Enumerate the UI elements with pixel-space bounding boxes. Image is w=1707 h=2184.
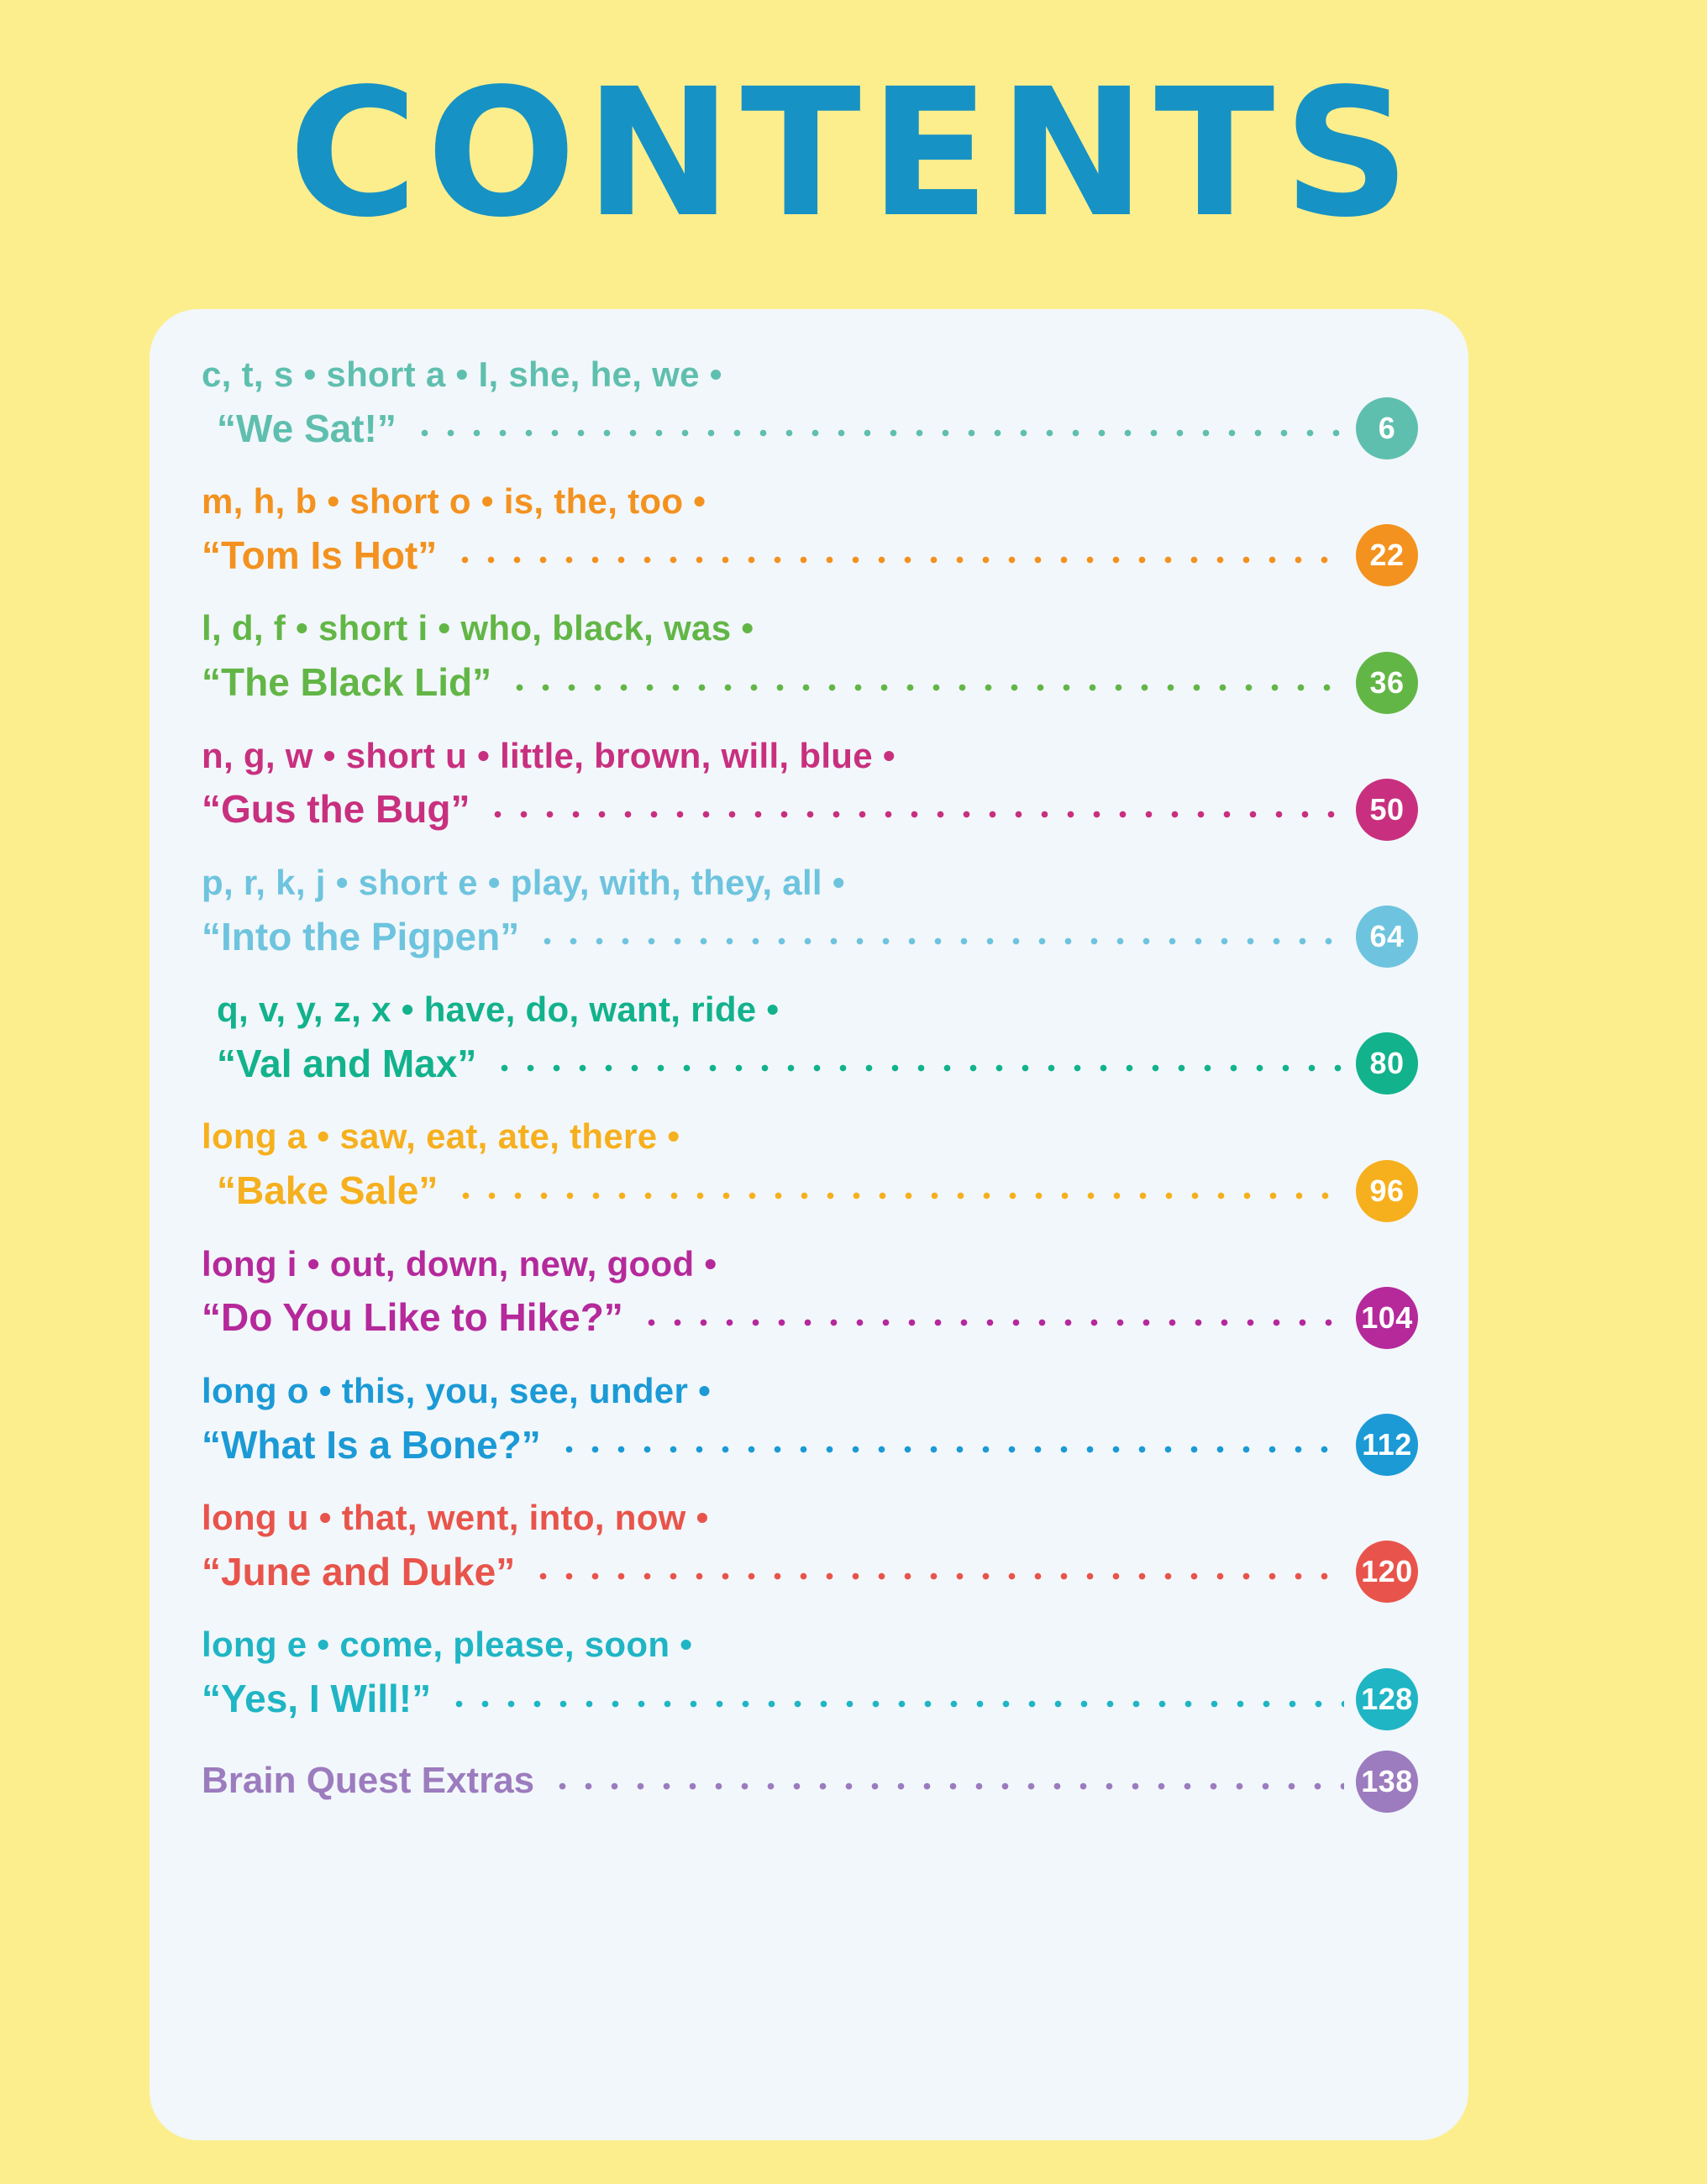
page-title: CONTENTS	[288, 50, 1419, 256]
leader-dots	[453, 1172, 1344, 1210]
page-number-badge[interactable]: 128	[1356, 1668, 1418, 1730]
toc-entry-title: “Yes, I Will!”	[202, 1676, 432, 1720]
toc-entry[interactable]	[202, 353, 1418, 459]
page-number-badge[interactable]: 36	[1356, 652, 1418, 714]
page-number-badge[interactable]: 138	[1356, 1751, 1418, 1813]
toc-entry[interactable]	[202, 1496, 1418, 1603]
toc-entry-skills: n, g, w • short u • little, brown, will, blue •	[202, 735, 896, 775]
toc-entry-title: “Gus the Bug”	[202, 787, 470, 832]
toc-entry-title: “Tom Is Hot”	[202, 533, 438, 577]
toc-entry-title: Brain Quest Extras	[202, 1760, 535, 1802]
page-number-badge[interactable]: 96	[1356, 1160, 1418, 1222]
toc-entry[interactable]	[202, 480, 1418, 586]
toc-entry-skills: m, h, b • short o • is, the, too •	[202, 481, 706, 522]
leader-dots	[446, 1680, 1344, 1719]
toc-entry-title: “June and Duke”	[202, 1549, 516, 1593]
toc-entry-skills: p, r, k, j • short e • play, with, they, all •	[202, 862, 845, 902]
page-number-badge[interactable]: 22	[1356, 524, 1418, 586]
toc-entry-title: “What Is a Bone?”	[202, 1422, 541, 1467]
page-number-badge[interactable]: 50	[1356, 779, 1418, 841]
toc-entry-row	[202, 1751, 1418, 1813]
toc-entry-title: “Do You Like to Hike?”	[202, 1295, 623, 1340]
leader-dots	[491, 1044, 1344, 1083]
page-number-badge[interactable]: 80	[1356, 1032, 1418, 1095]
leader-dots	[530, 1552, 1344, 1591]
toc-entry-skills: long i • out, down, new, good •	[202, 1243, 717, 1284]
toc-entry-row	[202, 1541, 1418, 1603]
leader-dots	[452, 536, 1344, 575]
toc-entry-row	[202, 1668, 1418, 1730]
toc-entry-row	[202, 1160, 1418, 1222]
leader-dots	[638, 1299, 1344, 1337]
toc-entry-skills: long a • saw, eat, ate, there •	[202, 1116, 680, 1157]
page-number-badge[interactable]: 64	[1356, 906, 1418, 968]
page-number-badge[interactable]: 6	[1356, 397, 1418, 459]
leader-dots	[507, 664, 1344, 702]
toc-entry[interactable]	[202, 734, 1418, 841]
leader-dots	[412, 409, 1344, 448]
toc-entry[interactable]	[202, 606, 1418, 713]
toc-entry-row	[202, 906, 1418, 968]
toc-entry-title: “Into the Pigpen”	[202, 914, 520, 958]
leader-dots	[549, 1762, 1344, 1801]
toc-entry-skills: long e • come, please, soon •	[202, 1625, 693, 1665]
toc-entry-skills: c, t, s • short a • I, she, he, we •	[202, 354, 722, 394]
toc-entry-row	[202, 652, 1418, 714]
toc-entry-title: “We Sat!”	[217, 406, 397, 450]
contents-card	[150, 309, 1468, 2140]
toc-entry-row	[202, 397, 1418, 459]
toc-entry-skills: q, v, y, z, x • have, do, want, ride •	[217, 990, 780, 1030]
toc-entry-row	[202, 1414, 1418, 1476]
toc-entry-row	[202, 524, 1418, 586]
page-number-badge[interactable]: 112	[1356, 1414, 1418, 1476]
page-number-badge[interactable]: 120	[1356, 1541, 1418, 1603]
toc-entry-row	[202, 1287, 1418, 1349]
toc-entry[interactable]	[202, 1115, 1418, 1221]
toc-entry-row	[202, 779, 1418, 841]
toc-entry[interactable]	[202, 1623, 1418, 1730]
toc-entry-row	[202, 1032, 1418, 1095]
toc-entry[interactable]	[202, 988, 1418, 1095]
toc-entry-skills: long u • that, went, into, now •	[202, 1498, 709, 1538]
toc-entry[interactable]	[202, 1242, 1418, 1349]
toc-entry-title: “The Black Lid”	[202, 660, 492, 705]
toc-entry-title: “Val and Max”	[217, 1041, 477, 1085]
toc-entry-skills: l, d, f • short i • who, black, was •	[202, 608, 754, 648]
leader-dots	[556, 1425, 1344, 1464]
toc-entry[interactable]	[202, 1369, 1418, 1476]
toc-entry-extras[interactable]	[202, 1751, 1418, 1813]
page-number-badge[interactable]: 104	[1356, 1287, 1418, 1349]
toc-entry-skills: long o • this, you, see, under •	[202, 1370, 712, 1410]
leader-dots	[485, 790, 1344, 829]
leader-dots	[534, 917, 1344, 956]
toc-entry[interactable]	[202, 861, 1418, 968]
toc-entry-title: “Bake Sale”	[217, 1168, 439, 1213]
